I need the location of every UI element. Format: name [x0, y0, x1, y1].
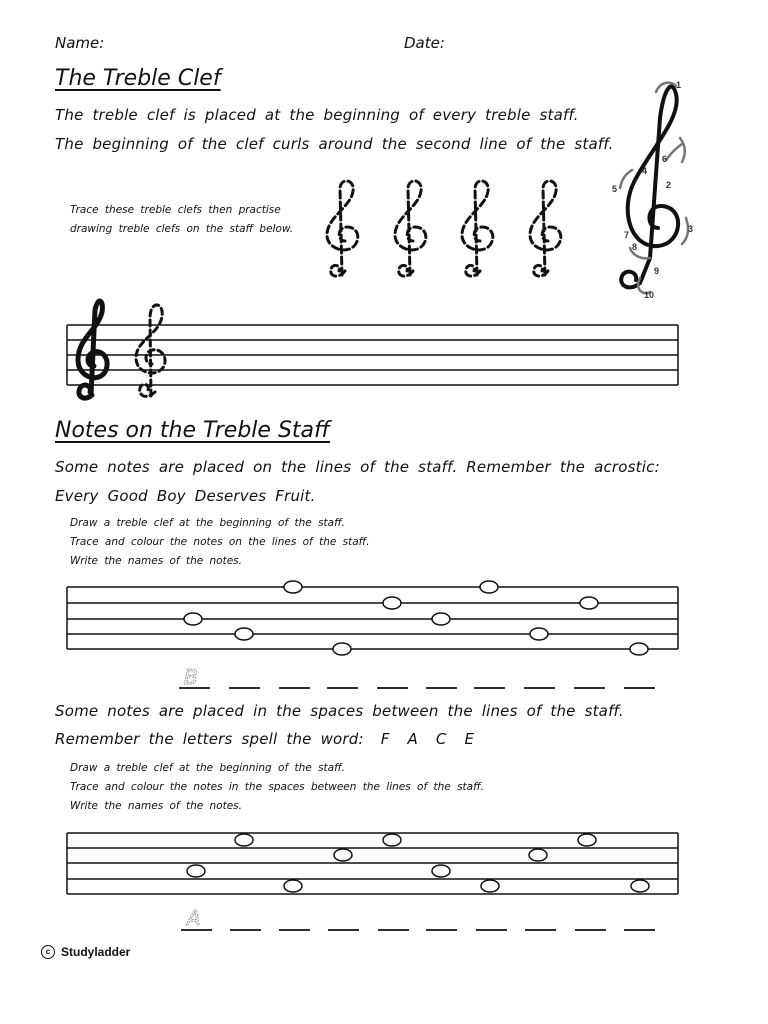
treble-clef-title: The Treble Clef: [55, 66, 221, 91]
example-answer-b: B: [184, 665, 198, 689]
studyladder-logo: Studyladder: [61, 945, 131, 959]
name-label: Name:: [55, 34, 105, 52]
space-note-7[interactable]: [481, 880, 499, 892]
space-note-8[interactable]: [529, 849, 547, 861]
lines-text-1: Some notes are placed on the lines of the staff. Remember the acrostic:: [55, 458, 660, 476]
example-answer-a: A: [187, 906, 201, 930]
stroke-number-7: 7: [624, 230, 630, 240]
stroke-number-10: 10: [644, 290, 655, 300]
space-note-4[interactable]: [334, 849, 352, 861]
space-note-1[interactable]: [187, 865, 205, 877]
stroke-number-3: 3: [688, 224, 694, 234]
spaces-text-2-prefix: Remember the letters spell the word:: [55, 730, 364, 748]
spaces-instruction-3: Write the names of the notes.: [70, 800, 242, 812]
lines-instruction-3: Write the names of the notes.: [70, 555, 242, 567]
stroke-number-5: 5: [612, 184, 618, 194]
lines-instruction-2: Trace and colour the notes on the lines of the staff.: [70, 536, 370, 548]
space-note-2[interactable]: [235, 834, 253, 846]
trace-instruction-2: drawing treble clefs on the staff below.: [70, 223, 294, 235]
spaces-text-1: Some notes are placed in the spaces between the lines of the staff.: [55, 702, 624, 720]
space-note-10[interactable]: [631, 880, 649, 892]
footer-brand: [41, 945, 130, 959]
notes-staff-title: Notes on the Treble Staff: [55, 418, 330, 443]
space-note-6[interactable]: [432, 865, 450, 877]
face-word: F A C E: [380, 730, 475, 748]
stroke-number-4: 4: [642, 166, 648, 176]
stroke-number-1: 1: [676, 80, 682, 90]
lines-text-2: Every Good Boy Deserves Fruit.: [55, 487, 316, 505]
lines-instruction-1: Draw a treble clef at the beginning of the staff.: [70, 517, 346, 529]
stroke-number-6: 6: [662, 154, 668, 164]
trace-instruction-1: Trace these treble clefs then practise: [70, 204, 281, 216]
stroke-number-9: 9: [654, 266, 660, 276]
space-note-5[interactable]: [383, 834, 401, 846]
stroke-number-2: 2: [666, 180, 672, 190]
treble-clef-text-2: The beginning of the clef curls around the second line of the staff.: [55, 135, 614, 153]
spaces-instruction-1: Draw a treble clef at the beginning of the staff.: [70, 762, 346, 774]
space-note-9[interactable]: [578, 834, 596, 846]
space-note-3[interactable]: [284, 880, 302, 892]
stroke-number-8: 8: [632, 242, 638, 252]
copyright-icon: c: [41, 945, 55, 959]
spaces-instruction-2: Trace and colour the notes in the spaces between the lines of the staff.: [70, 781, 485, 793]
date-label: Date:: [404, 34, 445, 52]
treble-clef-text-1: The treble clef is placed at the beginning of every treble staff.: [55, 106, 579, 124]
